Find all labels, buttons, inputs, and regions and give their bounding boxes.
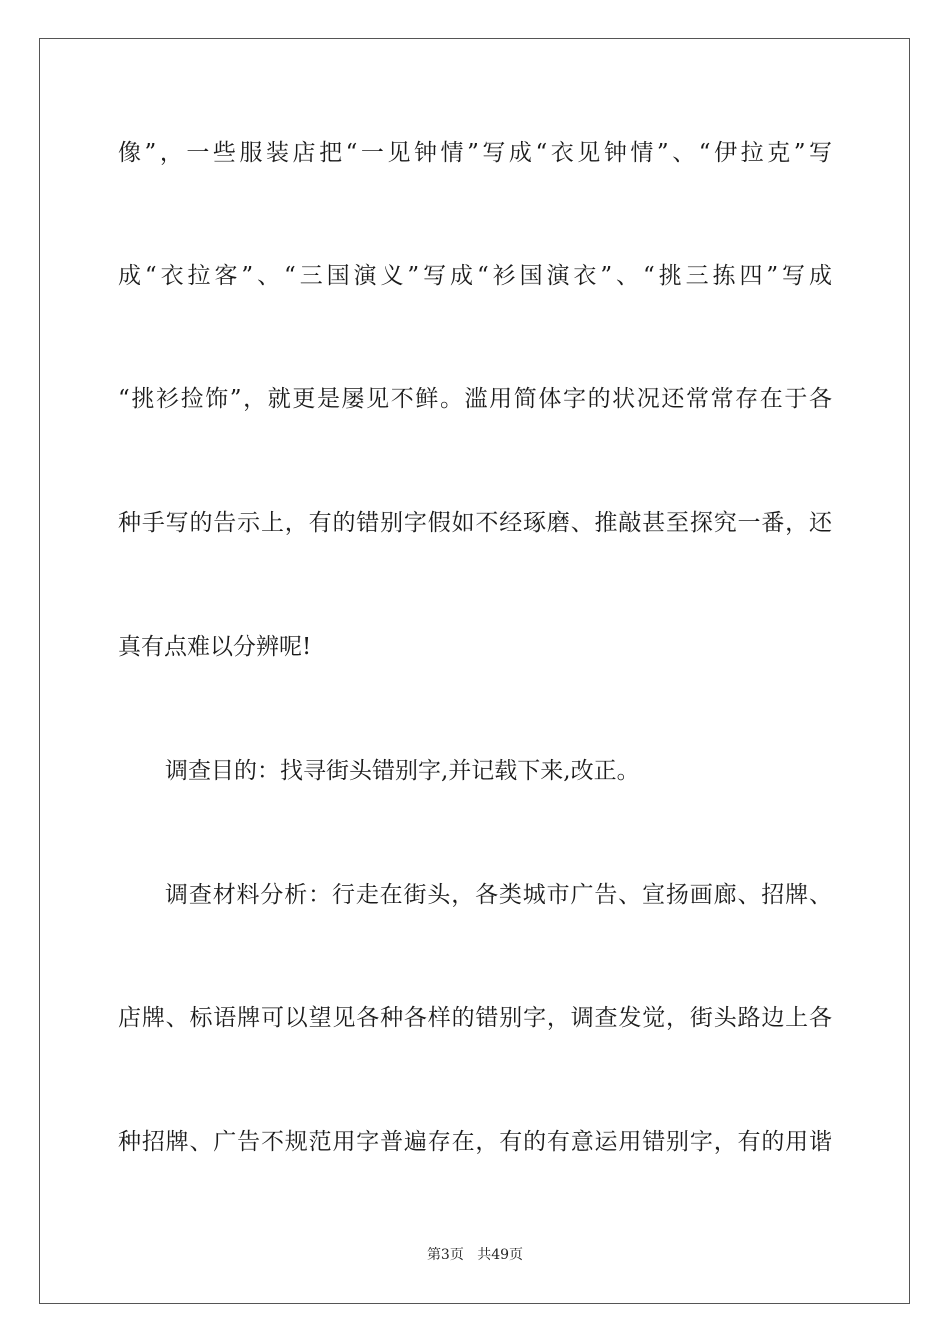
paragraph-line: 调查材料分析：行走在街头，各类城市广告、宣扬画廊、招牌、 [165, 882, 832, 908]
paragraph-line: 调查目的：找寻街头错别字,并记载下来,改正。 [165, 758, 640, 784]
paragraph-line: 种招牌、广告不规范用字普遍存在，有的有意运用错别字，有的用谐 [118, 1129, 832, 1155]
page-total: 共49页 [477, 1247, 524, 1263]
paragraph-line: 真有点难以分辨呢! [118, 634, 312, 660]
paragraph-line: 种手写的告示上，有的错别字假如不经琢磨、推敲甚至探究一番，还 [118, 510, 832, 536]
paragraph-line: “挑衫捡饰”，就更是屡见不鲜。滥用简体字的状况还常常存在于各 [118, 386, 832, 412]
page-border [39, 38, 910, 1304]
page-footer [0, 1246, 950, 1264]
page-number: 第3页 [426, 1247, 464, 1263]
paragraph-line: 成“衣拉客”、“三国演义”写成“衫国演衣”、“挑三拣四”写成 [118, 263, 832, 289]
paragraph-line: 店牌、标语牌可以望见各种各样的错别字，调查发觉，街头路边上各 [118, 1005, 832, 1031]
paragraph-line: 像”，一些服装店把“一见钟情”写成“衣见钟情”、“伊拉克”写 [118, 140, 832, 166]
